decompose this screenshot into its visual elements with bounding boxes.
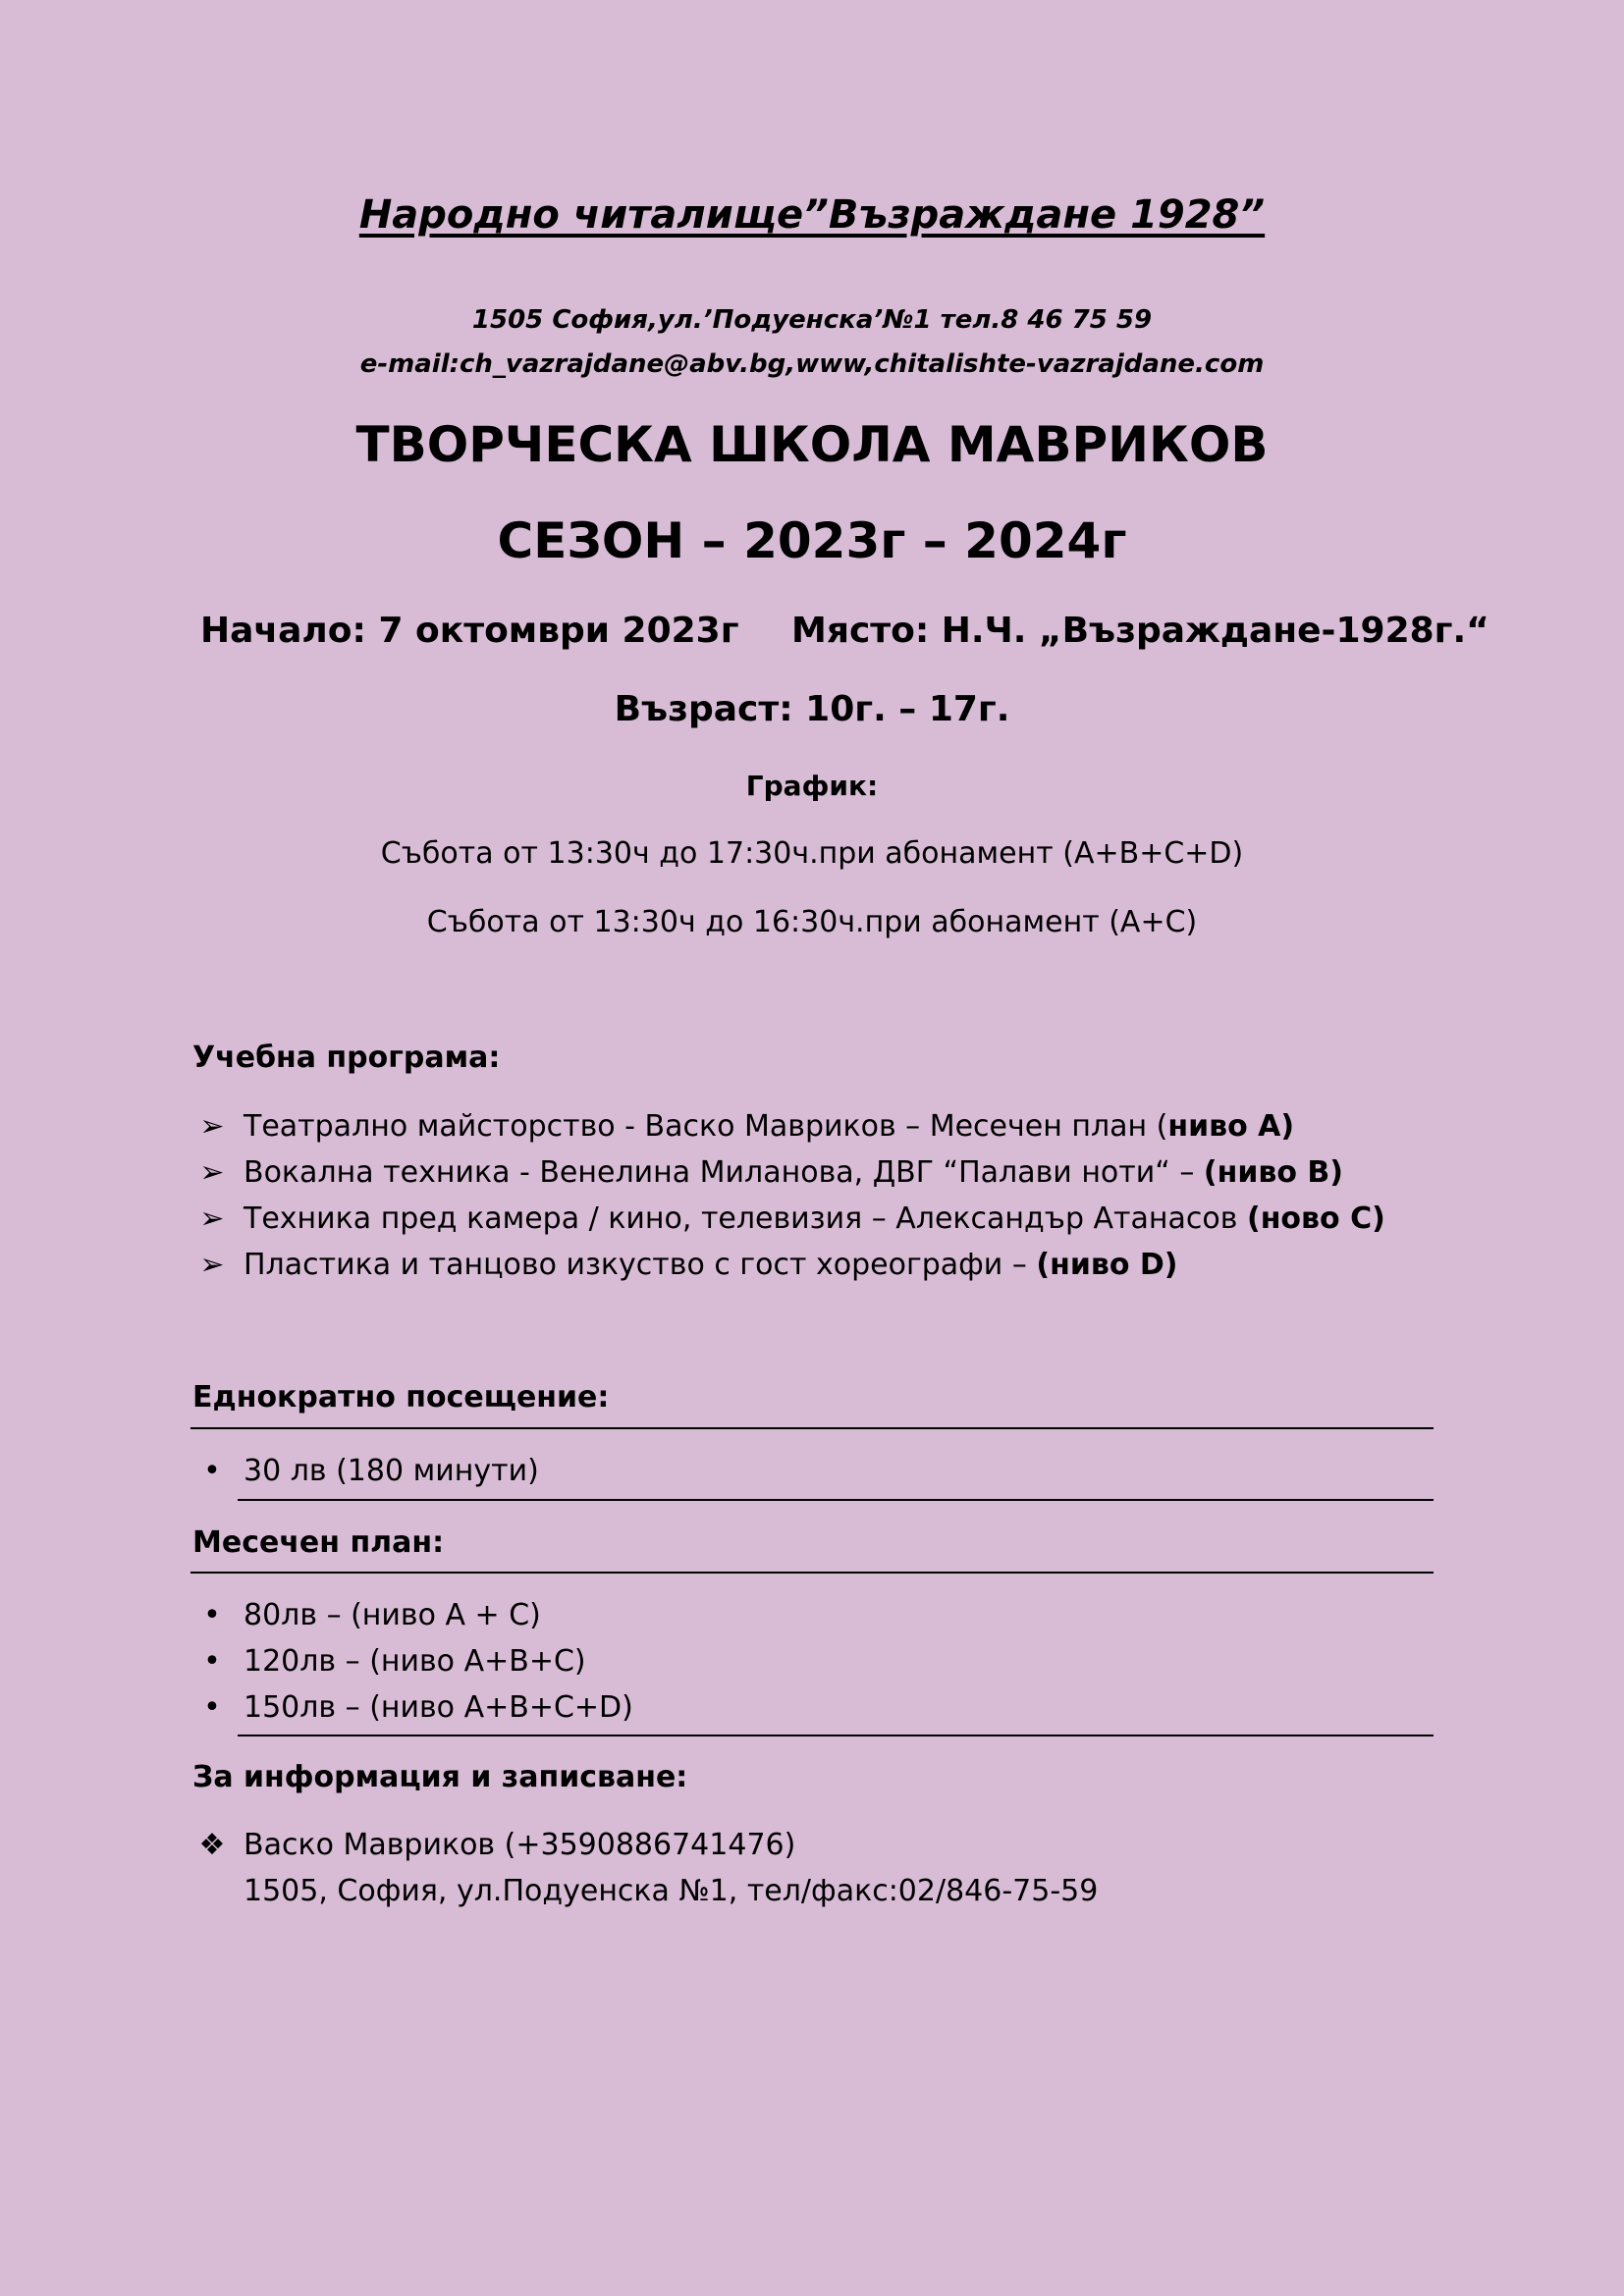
contact-address: 1505, София, ул.Подуенска №1, тел/факс:02/846-75-59 [244,1874,1099,1908]
start-date: Начало: 7 октомври 2023г [200,611,739,651]
contact-person: ❖ Васко Мавриков (+3590886741476) [244,1828,795,1862]
program-item: ➢ Техника пред камера / кино, телевизия – Александър Атанасов (ново C) [244,1201,1385,1236]
arrow-bullet-icon: ➢ [199,1248,225,1282]
bullet-icon: • [203,1644,221,1679]
list-item: • 80лв – (ниво А + С) [244,1598,541,1632]
divider [238,1735,1434,1736]
address-line: 1505 София,ул.’Подуенска’№1 тел.8 46 75 59 [471,305,1153,335]
age-range: Възраст: 10г. – 17г. [614,689,1010,729]
program-item: ➢ Вокална техника - Венелина Миланова, ДВГ “Палави ноти“ – (ниво B) [244,1155,1343,1190]
email-web-line: e-mail:ch_vazrajdane@abv.bg,www,chitalishte-vazrajdane.com [359,349,1265,379]
list-item: • 120лв – (ниво А+B+C) [244,1644,586,1679]
schedule-line: Събота от 13:30ч до 17:30ч.при абонамент (A+B+C+D) [380,836,1244,871]
school-title: ТВОРЧЕСКА ШКОЛА МАВРИКОВ [355,416,1269,473]
schedule-line: Събота от 13:30ч до 16:30ч.при абонамент (A+C) [426,905,1198,939]
bullet-icon: • [203,1598,221,1632]
program-item: ➢ Пластика и танцово изкуство с гост хореографи – (ниво D) [244,1248,1178,1282]
bullet-icon: • [203,1690,221,1725]
season-title: СЕЗОН – 2023г – 2024г [497,512,1127,569]
divider [190,1572,1434,1574]
list-item: • 30 лв (180 минути) [244,1454,539,1488]
arrow-bullet-icon: ➢ [199,1155,225,1190]
divider [238,1499,1434,1501]
program-heading: Учебна програма: [192,1041,501,1075]
arrow-bullet-icon: ➢ [199,1109,225,1144]
monthly-heading: Месечен план: [192,1525,445,1560]
bullet-icon: • [203,1454,221,1488]
contact-heading: За информация и записване: [192,1760,688,1794]
list-item: • 150лв – (ниво А+B+C+D) [244,1690,633,1725]
single-visit-heading: Еднократно посещение: [192,1380,610,1415]
diamond-bullet-icon: ❖ [198,1828,226,1862]
program-item: ➢ Театрално майсторство - Васко Мавриков – Месечен план (ниво А) [244,1109,1294,1144]
venue: Място: Н.Ч. „Възраждане-1928г.“ [791,611,1489,651]
divider [190,1427,1434,1429]
schedule-heading: График: [745,770,879,802]
organization-title: Народно читалище”Възраждане 1928” [358,192,1266,238]
arrow-bullet-icon: ➢ [199,1201,225,1236]
